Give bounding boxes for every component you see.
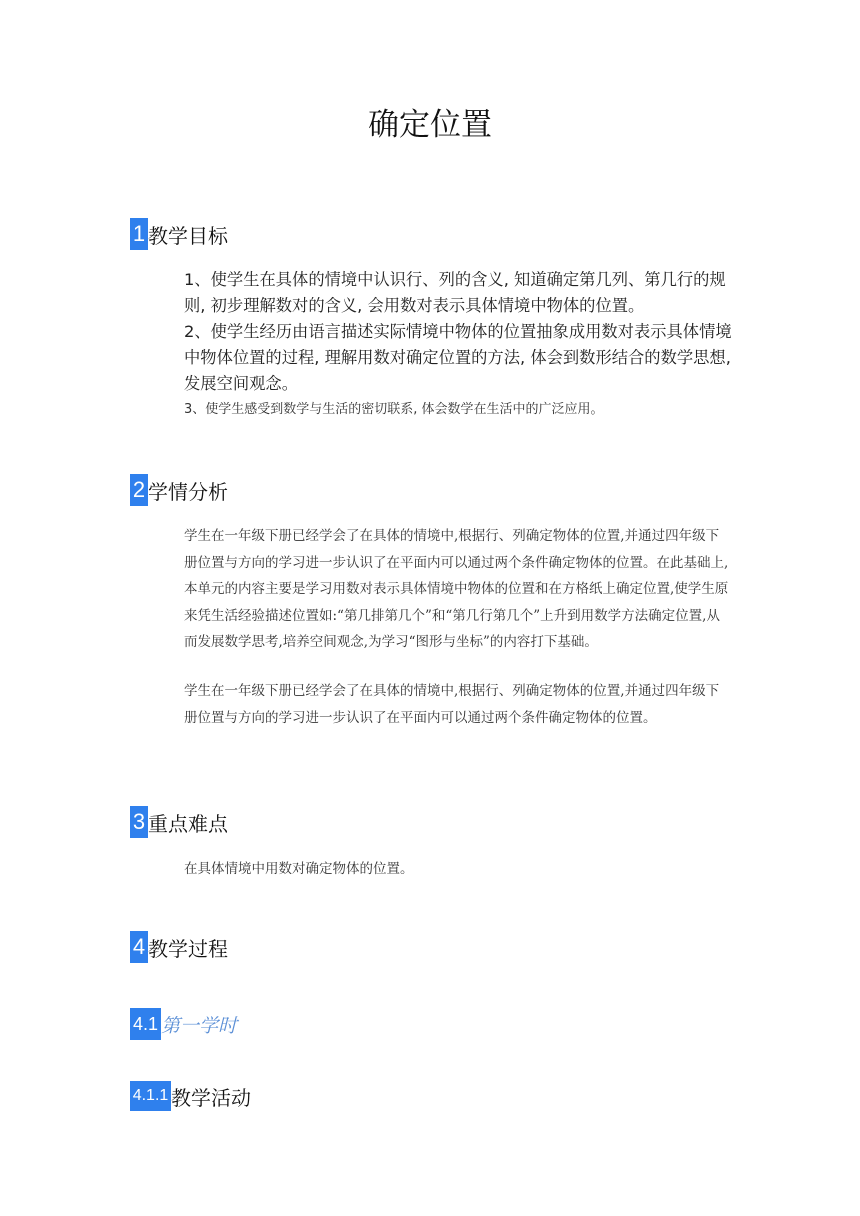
- section-heading-analysis: [130, 474, 228, 506]
- section-heading-goals: [130, 218, 228, 250]
- section-title: 学情分析: [148, 479, 228, 504]
- section-title: 重点难点: [148, 811, 228, 836]
- analysis-paragraph-2: 学生在一年级下册已经学会了在具体的情境中,根据行、列确定物体的位置,并通过四年级下册位置与方向的学习进一步认识了在平面内可以通过两个条件确定物体的位置。: [184, 683, 720, 726]
- key-points-paragraph: 在具体情境中用数对确定物体的位置。: [184, 861, 414, 877]
- goal-paragraph-1: 1、使学生在具体的情境中认识行、列的含义, 知道确定第几列、第几行的规则, 初步理解数对的含义, 会用数对表示具体情境中物体的位置。: [184, 270, 726, 315]
- subsection-heading: [130, 1008, 237, 1040]
- subsection-title: 第一学时: [161, 1014, 238, 1037]
- subsection-number-badge: 4.1: [130, 1008, 161, 1040]
- section-title: 教学目标: [148, 223, 228, 248]
- section-heading-key-points: [130, 806, 228, 838]
- page-title: 确定位置: [368, 107, 492, 143]
- subsubsection-title: 教学活动: [171, 1085, 251, 1110]
- subsubsection-heading: [130, 1081, 251, 1111]
- section-title: 教学过程: [148, 936, 228, 961]
- goal-paragraph-3: 3、使学生感受到数学与生活的密切联系, 体会数学在生活中的广泛应用。: [184, 402, 604, 417]
- section-number-badge: 4: [130, 931, 148, 963]
- section-number-badge: 1: [130, 218, 148, 250]
- subsubsection-number-badge: 4.1.1: [130, 1081, 171, 1111]
- goal-paragraph-2: 2、使学生经历由语言描述实际情境中物体的位置抽象成用数对表示具体情境中物体位置的过程, 理解用数对确定位置的方法, 体会到数形结合的数学思想, 发展空间观念。: [184, 322, 732, 393]
- section-number-badge: 2: [130, 474, 148, 506]
- section-heading-process: [130, 931, 228, 963]
- analysis-paragraph-1: 学生在一年级下册已经学会了在具体的情境中,根据行、列确定物体的位置,并通过四年级下册位置与方向的学习进一步认识了在平面内可以通过两个条件确定物体的位置。在此基础上,本单元的内容主要是学习用数对表示具体情境中物体的位置和在方格纸上确定位置,使学生原来凭生活经验描述位置如:“第几排第几个”和“第几行第几个”上升到用数学方法确定位置,从而发展数学思考,培养空间观念,为学习“图形与坐标”的内容打下基础。: [184, 528, 729, 650]
- section-number-badge: 3: [130, 806, 148, 838]
